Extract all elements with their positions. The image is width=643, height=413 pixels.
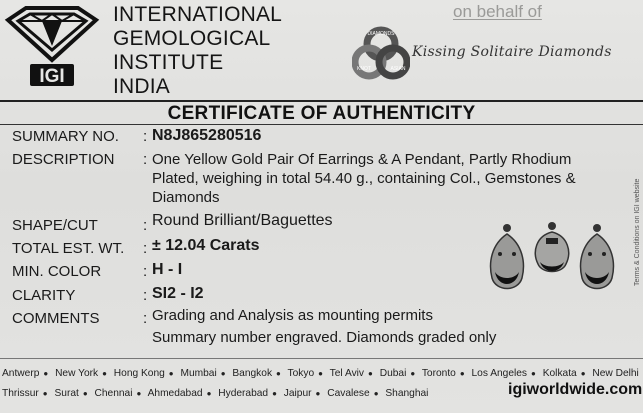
footer-divider: [0, 358, 643, 359]
jewellery-photo: [482, 222, 622, 302]
comments-line-1: Grading and Analysis as mounting permits: [152, 307, 433, 324]
org-line: INDIA: [113, 75, 171, 98]
partner-logo-text: KNOT: [357, 66, 371, 72]
colon: :: [143, 310, 148, 327]
certificate-title: CERTIFICATE OF AUTHENTICITY: [167, 103, 476, 124]
igi-diamond-logo-icon: [4, 6, 100, 88]
city: Antwerp: [2, 368, 40, 379]
on-behalf-of-text: on behalf of: [453, 2, 542, 21]
city: Dubai: [379, 368, 407, 379]
clarity-label: CLARITY: [12, 287, 76, 304]
partner-logo-text: ASIAN: [390, 66, 406, 72]
org-line: INSTITUTE: [113, 51, 224, 74]
org-line: GEMOLOGICAL: [113, 27, 271, 50]
earring-right-icon: [581, 224, 614, 289]
city: Bangkok: [232, 368, 273, 379]
min-color-label: MIN. COLOR: [12, 263, 102, 280]
city: Jaipur: [283, 388, 312, 399]
description-value: One Yellow Gold Pair Of Earrings & A Pendant, Partly Rhodium Plated, weighing in total 54.40 g., containing Col., Gemstones & Diamonds: [152, 151, 576, 206]
city: Kolkata: [542, 368, 577, 379]
colon: :: [143, 263, 148, 280]
city: Los Angeles: [471, 368, 528, 379]
org-line: INTERNATIONAL: [113, 3, 283, 26]
city: Tel Aviv: [329, 368, 365, 379]
terms-side-note: Terms & Conditions on IGI website: [634, 178, 641, 286]
city: Ahmedabad: [147, 388, 203, 399]
city: Chennai: [94, 388, 133, 399]
cities-row-1: Antwerp ● New York ● Hong Kong ● Mumbai ● Bangkok ● Tokyo ● Tel Aviv ● Dubai ● Toronto ● Los Angeles ● Kolkata ● New Delhi: [2, 368, 639, 379]
shape-cut-label: SHAPE/CUT: [12, 217, 98, 234]
city: Shanghai: [385, 388, 429, 399]
header-divider: [0, 100, 643, 102]
total-weight-value: ± 12.04 Carats: [152, 237, 260, 254]
pendant-center-icon: [535, 222, 568, 272]
city: New Delhi: [592, 368, 639, 379]
min-color-value: H - I: [152, 261, 183, 278]
colon: :: [143, 151, 148, 168]
city: Hong Kong: [113, 368, 165, 379]
colon: :: [143, 240, 148, 257]
summary-value: N8J865280516: [152, 127, 262, 144]
summary-label: SUMMARY NO.: [12, 128, 119, 145]
cities-row-2: Thrissur ● Surat ● Chennai ● Ahmedabad ● Hyderabad ● Jaipur ● Cavalese ● Shanghai: [2, 388, 429, 399]
organization-name: [113, 3, 282, 99]
colon: :: [143, 287, 148, 304]
comments-label: COMMENTS: [12, 310, 100, 327]
diamonds-knot-logo-icon: [352, 26, 410, 80]
partner-name: Kissing Solitaire Diamonds: [412, 44, 612, 60]
total-weight-label: TOTAL EST. WT.: [12, 240, 125, 257]
website-link[interactable]: igiworldwide.com: [508, 381, 643, 398]
city: Toronto: [421, 368, 456, 379]
description-label: DESCRIPTION: [12, 151, 115, 168]
city: Thrissur: [2, 388, 39, 399]
city: Surat: [54, 388, 79, 399]
partner-logo-text: DIAMONDS: [367, 31, 395, 37]
city: Tokyo: [287, 368, 315, 379]
clarity-value: SI2 - I2: [152, 285, 204, 302]
comments-line-2: Summary number engraved. Diamonds graded only: [152, 329, 497, 346]
logo-text: IGI: [39, 66, 65, 87]
colon: :: [143, 217, 148, 234]
earring-left-icon: [491, 224, 524, 289]
city: Cavalese: [327, 388, 370, 399]
title-divider: [0, 124, 643, 125]
shape-cut-value: Round Brilliant/Baguettes: [152, 212, 333, 229]
city: New York: [55, 368, 99, 379]
city: Mumbai: [180, 368, 217, 379]
city: Hyderabad: [218, 388, 269, 399]
colon: :: [143, 128, 148, 145]
